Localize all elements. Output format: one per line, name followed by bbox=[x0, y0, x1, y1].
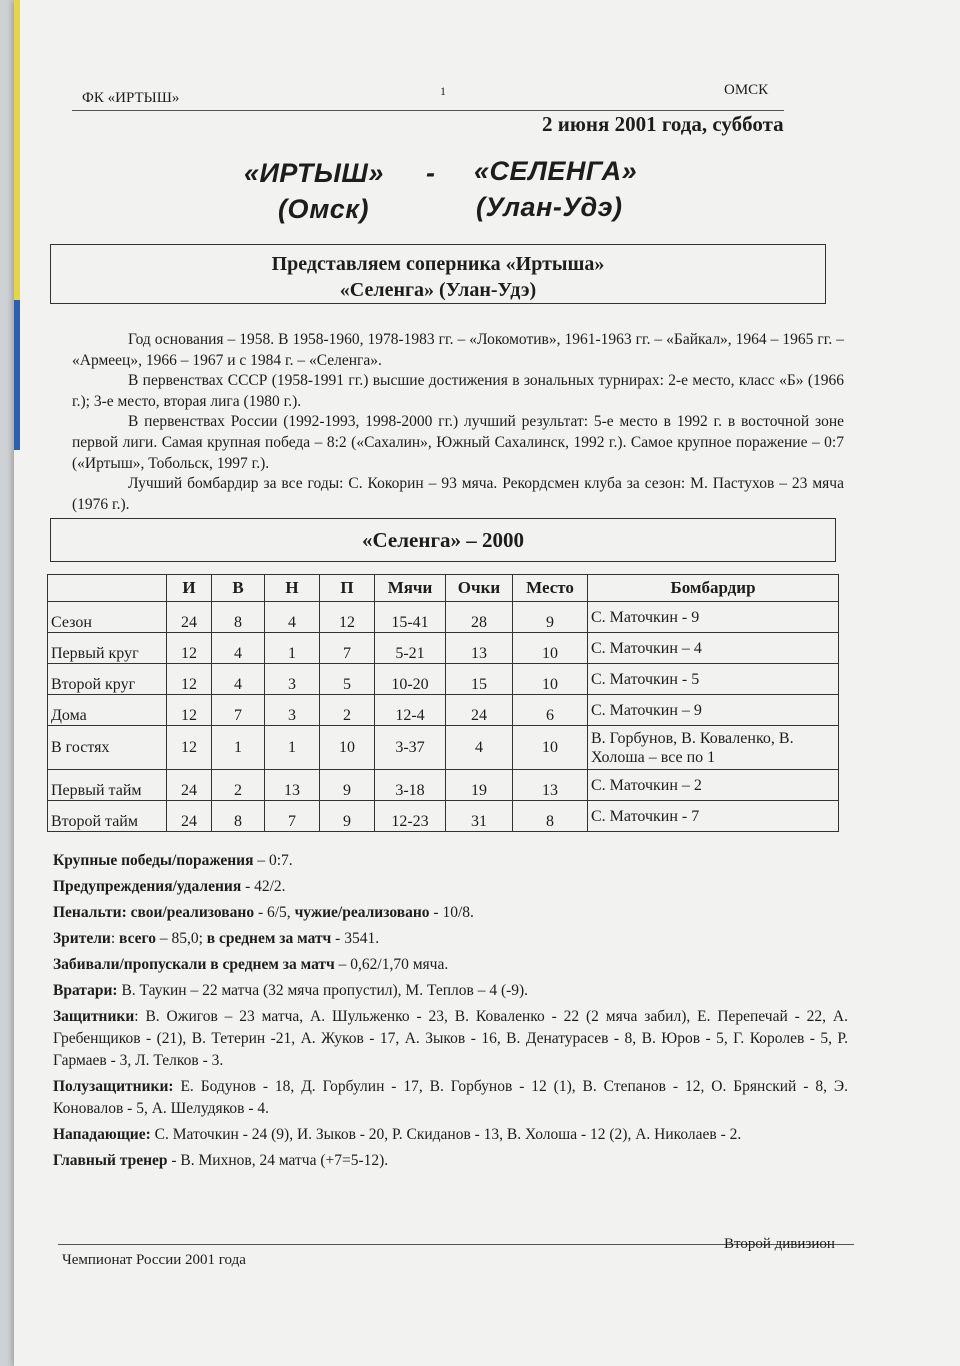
fact-text: : bbox=[110, 930, 120, 947]
cover-edge-blue bbox=[14, 300, 20, 450]
opponent-intro-line1: Представляем соперника «Иртыша» bbox=[271, 253, 605, 275]
cell-draws: 3 bbox=[265, 695, 320, 726]
fact-text: - 42/2. bbox=[241, 878, 286, 895]
header-cell-games: И bbox=[167, 575, 212, 602]
cell-points: 13 bbox=[446, 633, 513, 664]
cell-games: 24 bbox=[167, 602, 212, 633]
fact-label: Зрители bbox=[53, 930, 111, 947]
fact-cards bbox=[53, 876, 848, 898]
cell-place: 6 bbox=[513, 695, 588, 726]
fact-text: - В. Михнов, 24 матча (+7=5-12). bbox=[167, 1152, 389, 1169]
cell-goals: 15-41 bbox=[375, 602, 446, 633]
history-paragraph: В первенствах России (1992-1993, 1998-2000 гг.) лучший результат: 5-е место в 1992 г. в восточной зоне первой лиги. Самая крупная победа – 8:2 («Сахалин», Южный Сахалинск, 1992 г.). Самое крупное поражение – 0:7 («Иртыш», Тобольск, 1997 г.). bbox=[72, 413, 844, 472]
opponent-intro-box bbox=[50, 244, 826, 304]
fact-text: С. Маточкин - 24 (9), И. Зыков - 20, Р. Скиданов - 13, В. Холоша - 12 (2), А. Николаев - 2. bbox=[150, 1126, 742, 1143]
cell-place: 10 bbox=[513, 633, 588, 664]
header-cell-blank bbox=[48, 575, 167, 602]
footer-division: Второй дивизион bbox=[724, 1236, 835, 1252]
header-cell-scorer: Бомбардир bbox=[588, 575, 839, 602]
cell-losses: 2 bbox=[320, 695, 375, 726]
cell-losses: 9 bbox=[320, 801, 375, 832]
fact-midfielders bbox=[53, 1076, 848, 1120]
home-team: «ИРТЫШ» bbox=[244, 158, 384, 188]
cell-draws: 4 bbox=[265, 602, 320, 633]
fact-goalkeepers bbox=[53, 980, 848, 1002]
season-title-box: «Селенга» – 2000 bbox=[50, 518, 836, 562]
fact-text: : В. Ожигов – 23 матча, А. Шульженко - 23, В. Коваленко - 22 (2 мяча забил), Е. Перепечай - 22, А. Гребенщиков - (21), В. Тетерин -21, А. Жуков - 17, А. Зыков - 16, В. Денатурасев - 8, В. Юров - 5, Г. Королев - 5, Р. Гармаев - 3, Л. Телков - 3. bbox=[53, 1008, 848, 1069]
cell-losses: 9 bbox=[320, 770, 375, 801]
fact-label: Защитники bbox=[53, 1008, 135, 1025]
cell-place: 10 bbox=[513, 726, 588, 770]
cell-wins: 4 bbox=[212, 664, 265, 695]
cell-points: 24 bbox=[446, 695, 513, 726]
fact-text: – 0:7. bbox=[253, 852, 293, 869]
fact-label: чужие/реализовано bbox=[294, 904, 430, 921]
cell-games: 12 bbox=[167, 726, 212, 770]
cell-points: 19 bbox=[446, 770, 513, 801]
fact-label: Забивали/пропускали в среднем за матч bbox=[53, 956, 335, 973]
fact-label: Полузащитники: bbox=[53, 1078, 174, 1095]
cell-goals: 5-21 bbox=[375, 633, 446, 664]
fact-label: Нападающие: bbox=[53, 1126, 151, 1143]
cell-losses: 10 bbox=[320, 726, 375, 770]
header-cell-goals: Мячи bbox=[375, 575, 446, 602]
cell-games: 12 bbox=[167, 695, 212, 726]
cell-points: 4 bbox=[446, 726, 513, 770]
cell-draws: 1 bbox=[265, 633, 320, 664]
club-history bbox=[72, 330, 844, 515]
history-paragraph: Год основания – 1958. В 1958-1960, 1978-1983 гг. – «Локомотив», 1961-1963 гг. – «Байкал», 1964 – 1965 гг. – «Армеец», 1966 – 1967 и с 1984 г. – «Селенга». bbox=[72, 331, 844, 369]
fact-penalties bbox=[53, 902, 848, 924]
fact-defenders bbox=[53, 1006, 848, 1072]
footer-championship: Чемпионат России 2001 года bbox=[62, 1252, 246, 1268]
cell-wins: 2 bbox=[212, 770, 265, 801]
season-stats-table bbox=[47, 574, 839, 832]
fact-goal-average bbox=[53, 954, 848, 976]
fact-head-coach bbox=[53, 1150, 848, 1172]
fact-attendance bbox=[53, 928, 848, 950]
cell-goals: 3-18 bbox=[375, 770, 446, 801]
fact-text: - 3541. bbox=[331, 930, 380, 947]
table-row bbox=[48, 602, 839, 633]
header-rule bbox=[72, 110, 784, 111]
row-label: Второй круг bbox=[48, 664, 167, 695]
row-label: В гостях bbox=[48, 726, 167, 770]
fact-label: Главный тренер bbox=[53, 1152, 168, 1169]
cell-wins: 1 bbox=[212, 726, 265, 770]
cell-games: 24 bbox=[167, 801, 212, 832]
teams-dash: - bbox=[426, 158, 436, 188]
cell-scorer: С. Маточкин - 5 bbox=[588, 664, 839, 695]
fact-text: – 0,62/1,70 мяча. bbox=[334, 956, 449, 973]
cell-wins: 4 bbox=[212, 633, 265, 664]
header-cell-points: Очки bbox=[446, 575, 513, 602]
history-paragraph: В первенствах СССР (1958-1991 гг.) высшие достижения в зональных турнирах: 2-е место, класс «Б» (1966 г.); 3-е место, вторая лига (1980 г.). bbox=[72, 372, 844, 410]
cell-place: 8 bbox=[513, 801, 588, 832]
row-label: Первый круг bbox=[48, 633, 167, 664]
season-facts bbox=[53, 850, 848, 1176]
cell-scorer: С. Маточкин - 7 bbox=[588, 801, 839, 832]
home-city: (Омск) bbox=[278, 194, 369, 224]
cell-place: 10 bbox=[513, 664, 588, 695]
cell-goals: 3-37 bbox=[375, 726, 446, 770]
cell-scorer: С. Маточкин – 4 bbox=[588, 633, 839, 664]
cell-losses: 7 bbox=[320, 633, 375, 664]
table-row bbox=[48, 633, 839, 664]
fact-label: Пенальти: свои/реализовано bbox=[53, 904, 255, 921]
cell-draws: 3 bbox=[265, 664, 320, 695]
header-city: ОМСК bbox=[724, 82, 769, 98]
row-label: Второй тайм bbox=[48, 801, 167, 832]
table-header-row bbox=[48, 575, 839, 602]
cell-wins: 8 bbox=[212, 602, 265, 633]
table-row bbox=[48, 695, 839, 726]
fact-forwards bbox=[53, 1124, 848, 1146]
fact-label: всего bbox=[119, 930, 156, 947]
cell-scorer: С. Маточкин - 9 bbox=[588, 602, 839, 633]
cell-games: 12 bbox=[167, 633, 212, 664]
fact-text: - 10/8. bbox=[429, 904, 474, 921]
fact-text: Е. Бодунов - 18, Д. Горбулин - 17, В. Горбунов - 12 (1), В. Степанов - 12, О. Брянский - 8, Э. Коновалов - 5, А. Шелудяков - 4. bbox=[53, 1078, 848, 1117]
fact-label: Вратари: bbox=[53, 982, 118, 999]
fact-text: - 6/5, bbox=[254, 904, 295, 921]
cell-games: 12 bbox=[167, 664, 212, 695]
table-row bbox=[48, 726, 839, 770]
table-row bbox=[48, 770, 839, 801]
row-label: Сезон bbox=[48, 602, 167, 633]
opponent-intro-line2: «Селенга» (Улан-Удэ) bbox=[339, 279, 537, 301]
cell-losses: 5 bbox=[320, 664, 375, 695]
cell-points: 28 bbox=[446, 602, 513, 633]
cell-scorer: С. Маточкин – 9 bbox=[588, 695, 839, 726]
away-team: «СЕЛЕНГА» bbox=[474, 156, 638, 186]
row-label: Дома bbox=[48, 695, 167, 726]
header-cell-draws: Н bbox=[265, 575, 320, 602]
header-club: ФК «ИРТЫШ» bbox=[82, 90, 180, 106]
fact-label: в среднем за матч bbox=[206, 930, 332, 947]
cell-draws: 1 bbox=[265, 726, 320, 770]
cell-goals: 10-20 bbox=[375, 664, 446, 695]
fact-big-results bbox=[53, 850, 848, 872]
match-date: 2 июня 2001 года, суббота bbox=[542, 112, 784, 136]
cell-goals: 12-4 bbox=[375, 695, 446, 726]
fact-text: В. Таукин – 22 матча (32 мяча пропустил), М. Теплов – 4 (-9). bbox=[117, 982, 529, 999]
header-page-number: 1 bbox=[440, 84, 446, 98]
table-row bbox=[48, 801, 839, 832]
cell-games: 24 bbox=[167, 770, 212, 801]
header-cell-losses: П bbox=[320, 575, 375, 602]
table-row bbox=[48, 664, 839, 695]
header-cell-wins: В bbox=[212, 575, 265, 602]
fact-text: – 85,0; bbox=[155, 930, 207, 947]
cell-place: 9 bbox=[513, 602, 588, 633]
cell-scorer: В. Горбунов, В. Коваленко, В. Холоша – все по 1 bbox=[588, 726, 839, 770]
cell-points: 31 bbox=[446, 801, 513, 832]
cell-losses: 12 bbox=[320, 602, 375, 633]
cell-place: 13 bbox=[513, 770, 588, 801]
cell-scorer: С. Маточкин – 2 bbox=[588, 770, 839, 801]
cell-goals: 12-23 bbox=[375, 801, 446, 832]
away-city: (Улан-Удэ) bbox=[476, 192, 623, 222]
cell-points: 15 bbox=[446, 664, 513, 695]
cell-wins: 8 bbox=[212, 801, 265, 832]
cover-edge-yellow bbox=[14, 0, 20, 300]
fact-label: Крупные победы/поражения bbox=[53, 852, 254, 869]
fact-label: Предупреждения/удаления bbox=[53, 878, 242, 895]
cell-draws: 13 bbox=[265, 770, 320, 801]
history-paragraph: Лучший бомбардир за все годы: С. Кокорин – 93 мяча. Рекордсмен клуба за сезон: М. Пастухов – 23 мяча (1976 г.). bbox=[72, 475, 844, 513]
cell-wins: 7 bbox=[212, 695, 265, 726]
row-label: Первый тайм bbox=[48, 770, 167, 801]
cell-draws: 7 bbox=[265, 801, 320, 832]
header-cell-place: Место bbox=[513, 575, 588, 602]
